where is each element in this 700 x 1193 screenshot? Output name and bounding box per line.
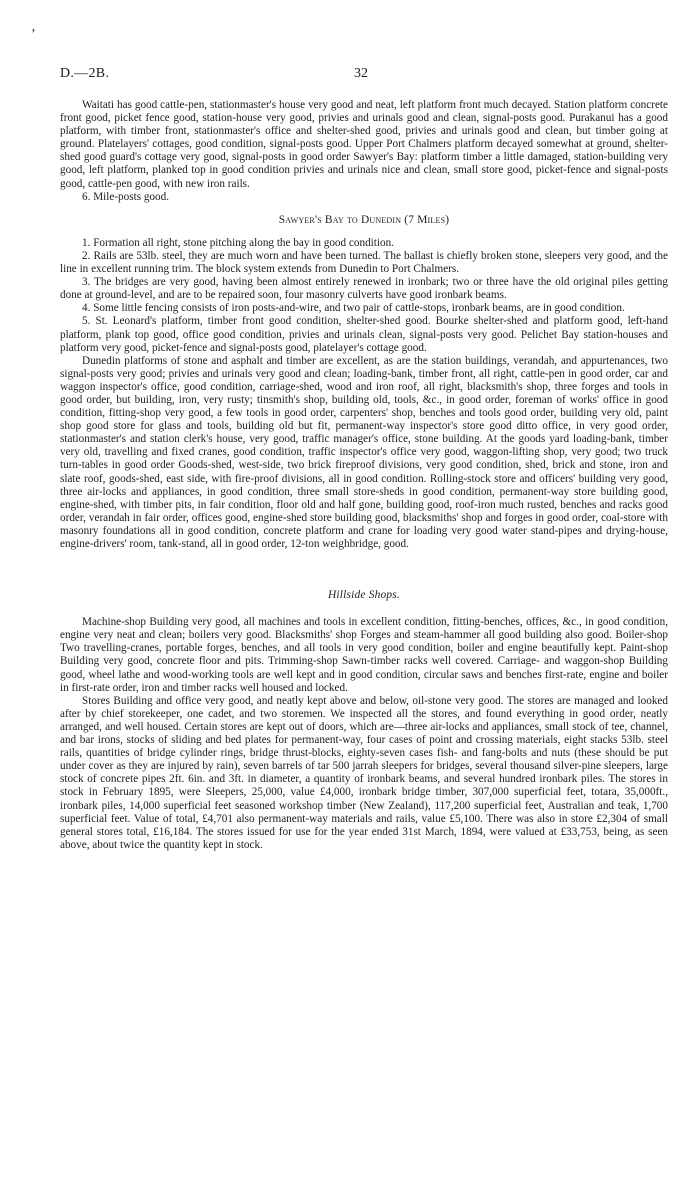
document-reference: D.—2B.: [60, 66, 110, 81]
margin-mark: ’: [31, 27, 36, 42]
paragraph-stores: Stores Building and office very good, and neatly kept above and below, oil-stone very good. The stores are managed and looked after by chief storekeeper, one cadet, and two storemen. We inspected all the stores, and found everything in good order, neatly arranged, and well housed. Certain stores are kept out of doors, which are—three air-locks and appliances, small stock of tee, channel, and bar irons, stocks of sliding and bed plates for permanent-way, four cases of point and crossing materials, eight stacks 53lb. steel rails, quantities of bridge cylinder rings, bridge thrust-blocks, eighty-seven cases fish- and fang-bolts and nuts (these should be put under cover as they are injured by rain), seven barrels of tar 500 jarrah sleepers for bridges, several thousand silver-pine sleepers, large stock of concrete pipes 2ft. 6in. and 3ft. in diameter, a quantity of ironbark beams, and several hundred ironbark piles. The stores in stock in February 1895, were Sleepers, 25,000, value £4,000, ironbark bridge timber, 307,000 superficial feet, totara, 35,000ft., ironbark piles, 14,000 superficial feet seasoned workshop timber (New Zealand), 117,200 superficial feet, Australian and teak, 1,700 superficial feet. Value of total, £4,701 also permanent-way materials and rails, value £5,100. There was also in store £2,304 of small general stores total, £16,184. The stores issued for use for the year ended 31st March, 1894, were valued at £33,753, being, as seen above, about twice the quantity kept in stock.: [60, 694, 668, 851]
paragraph-machine-shop: Machine-shop Building very good, all machines and tools in excellent condition, fitting-benches, offices, &c., in good condition, engine very neat and clean; boilers very good. Blacksmiths' shop Forges and steam-hammer all good building also good. Boiler-shop Two travelling-cranes, portable forges, benches, and all tools in very good condition, boiler and engine beautifully kept. Paint-shop Building very good, concrete floor and pits. Trimming-shop Sawn-timber racks well covered. Carriage- and waggon-shop Building good, wheel lathe and wood-working tools are well kept and in good condition, circular saws and benches first-rate, engine and boiler in first-rate order, iron and timber racks well housed and locked.: [60, 616, 668, 694]
paragraph-waitati: Waitati has good cattle-pen, stationmaster's house very good and neat, left platform front much decayed. Station platform concrete front good, picket fence good, station-house very good, privies and urinals good and clean, signal-posts good. Purakanui has a good platform, with timber front, stationmaster's office and shelter-shed good, privies and urinals good and clean, but timber going at ground. Platelayers' cottages, good condition, signal-posts good. Upper Port Chalmers platform decayed somewhat at ground, shelter-shed good guard's cottage very good, signal-posts in good order Sawyer's Bay: platform timber a little damaged, station-building very good, left platform, planked top in good condition privies and urinals nice and clean, small store good, picket-fence and signal-posts good, cattle-pen good, with new iron rails.: [60, 99, 668, 190]
section-heading-hillside-shops: Hillside Shops.: [328, 589, 400, 602]
paragraph-fencing: 4. Some little fencing consists of iron posts-and-wire, and two pair of cattle-stops, ironbark beams, are in good condition.: [82, 302, 625, 315]
paragraph-platforms: 5. St. Leonard's platform, timber front good condition, shelter-shed good. Bourke shelter-shed and platform good, left-hand platform, plank top good, office good condition, privies and urinals clean, signal-posts very good. Pelichet Bay station-houses and platform very good, picket-fence and signal-posts good, platelayer's cottage good.: [60, 315, 668, 354]
section-heading-sawyers-bay: Sawyer's Bay to Dunedin (7 Miles): [278, 213, 450, 226]
paragraph-mile-posts: 6. Mile-posts good.: [82, 190, 170, 203]
paragraph-rails: 2. Rails are 53lb. steel, they are much worn and have been turned. The ballast is chiefly broken stone, sleepers very good, and the line in excellent running trim. The block system extends from Dunedin to Port Chalmers.: [60, 249, 668, 276]
document-body: [60, 99, 668, 852]
paragraph-formation: 1. Formation all right, stone pitching along the bay in good condition.: [82, 236, 394, 249]
paragraph-dunedin: Dunedin platforms of stone and asphalt and timber are excellent, as are the station buildings, verandah, and appurtenances, two signal-posts very good; privies and urinals very good and clean; loading-bank, timber front, all right, cattle-pen in good order, car and waggon inspector's office, good condition, carriage-shed, wood and iron roof, all right, blacksmith's shop, three forges and tools in good order, but building, iron, very rusty; tinsmith's shop, building old, tools, &c., in good order, foreman of works' office in good condition, fitting-shop very good, a few tools in good order, carpenters' shop, benches and tools good order, building very old, paint shop good store for glass and tools, building old but fit, permanent-way inspector's store good ditto office, in very good order, stationmaster's and station clerk's house, very good, traffic manager's office, stone building. At the goods yard loading-bank, timber very old, travelling and fixed cranes, good condition, traffic inspector's office very good, waggon-lifting shop, very good; two truck turn-tables in good order Goods-shed, west-side, two brick fireproof divisions, very good condition, shed, brick and stone, iron and slate roof, goods-shed, east side, with fire-proof divisions, all in good condition. Rolling-stock store and officers' building very good, three air-locks and appliances, in good condition, three small store-sheds in good condition, permanent-way store building good, engine-shed, with timber pits, in fair condition, floor old and half gone, building good, roof-iron much rusted, benches and racks good order, verandah in fair order, offices good, engine-shed store building good, blacksmiths' shop and forges in good order, coal-store with masonry foundations all in good condition, concrete platform and crane for loading very good water stand-pipes and drying-house, engine-drivers' room, tank-stand, all in good order, 12-ton weighbridge, good.: [60, 354, 668, 550]
page-number: 32: [354, 66, 368, 81]
paragraph-bridges: 3. The bridges are very good, having been almost entirely renewed in ironbark; two or three have the old original piles getting done at ground-level, and are to be repaired soon, four masonry culverts have good ironbark beams.: [60, 276, 668, 302]
